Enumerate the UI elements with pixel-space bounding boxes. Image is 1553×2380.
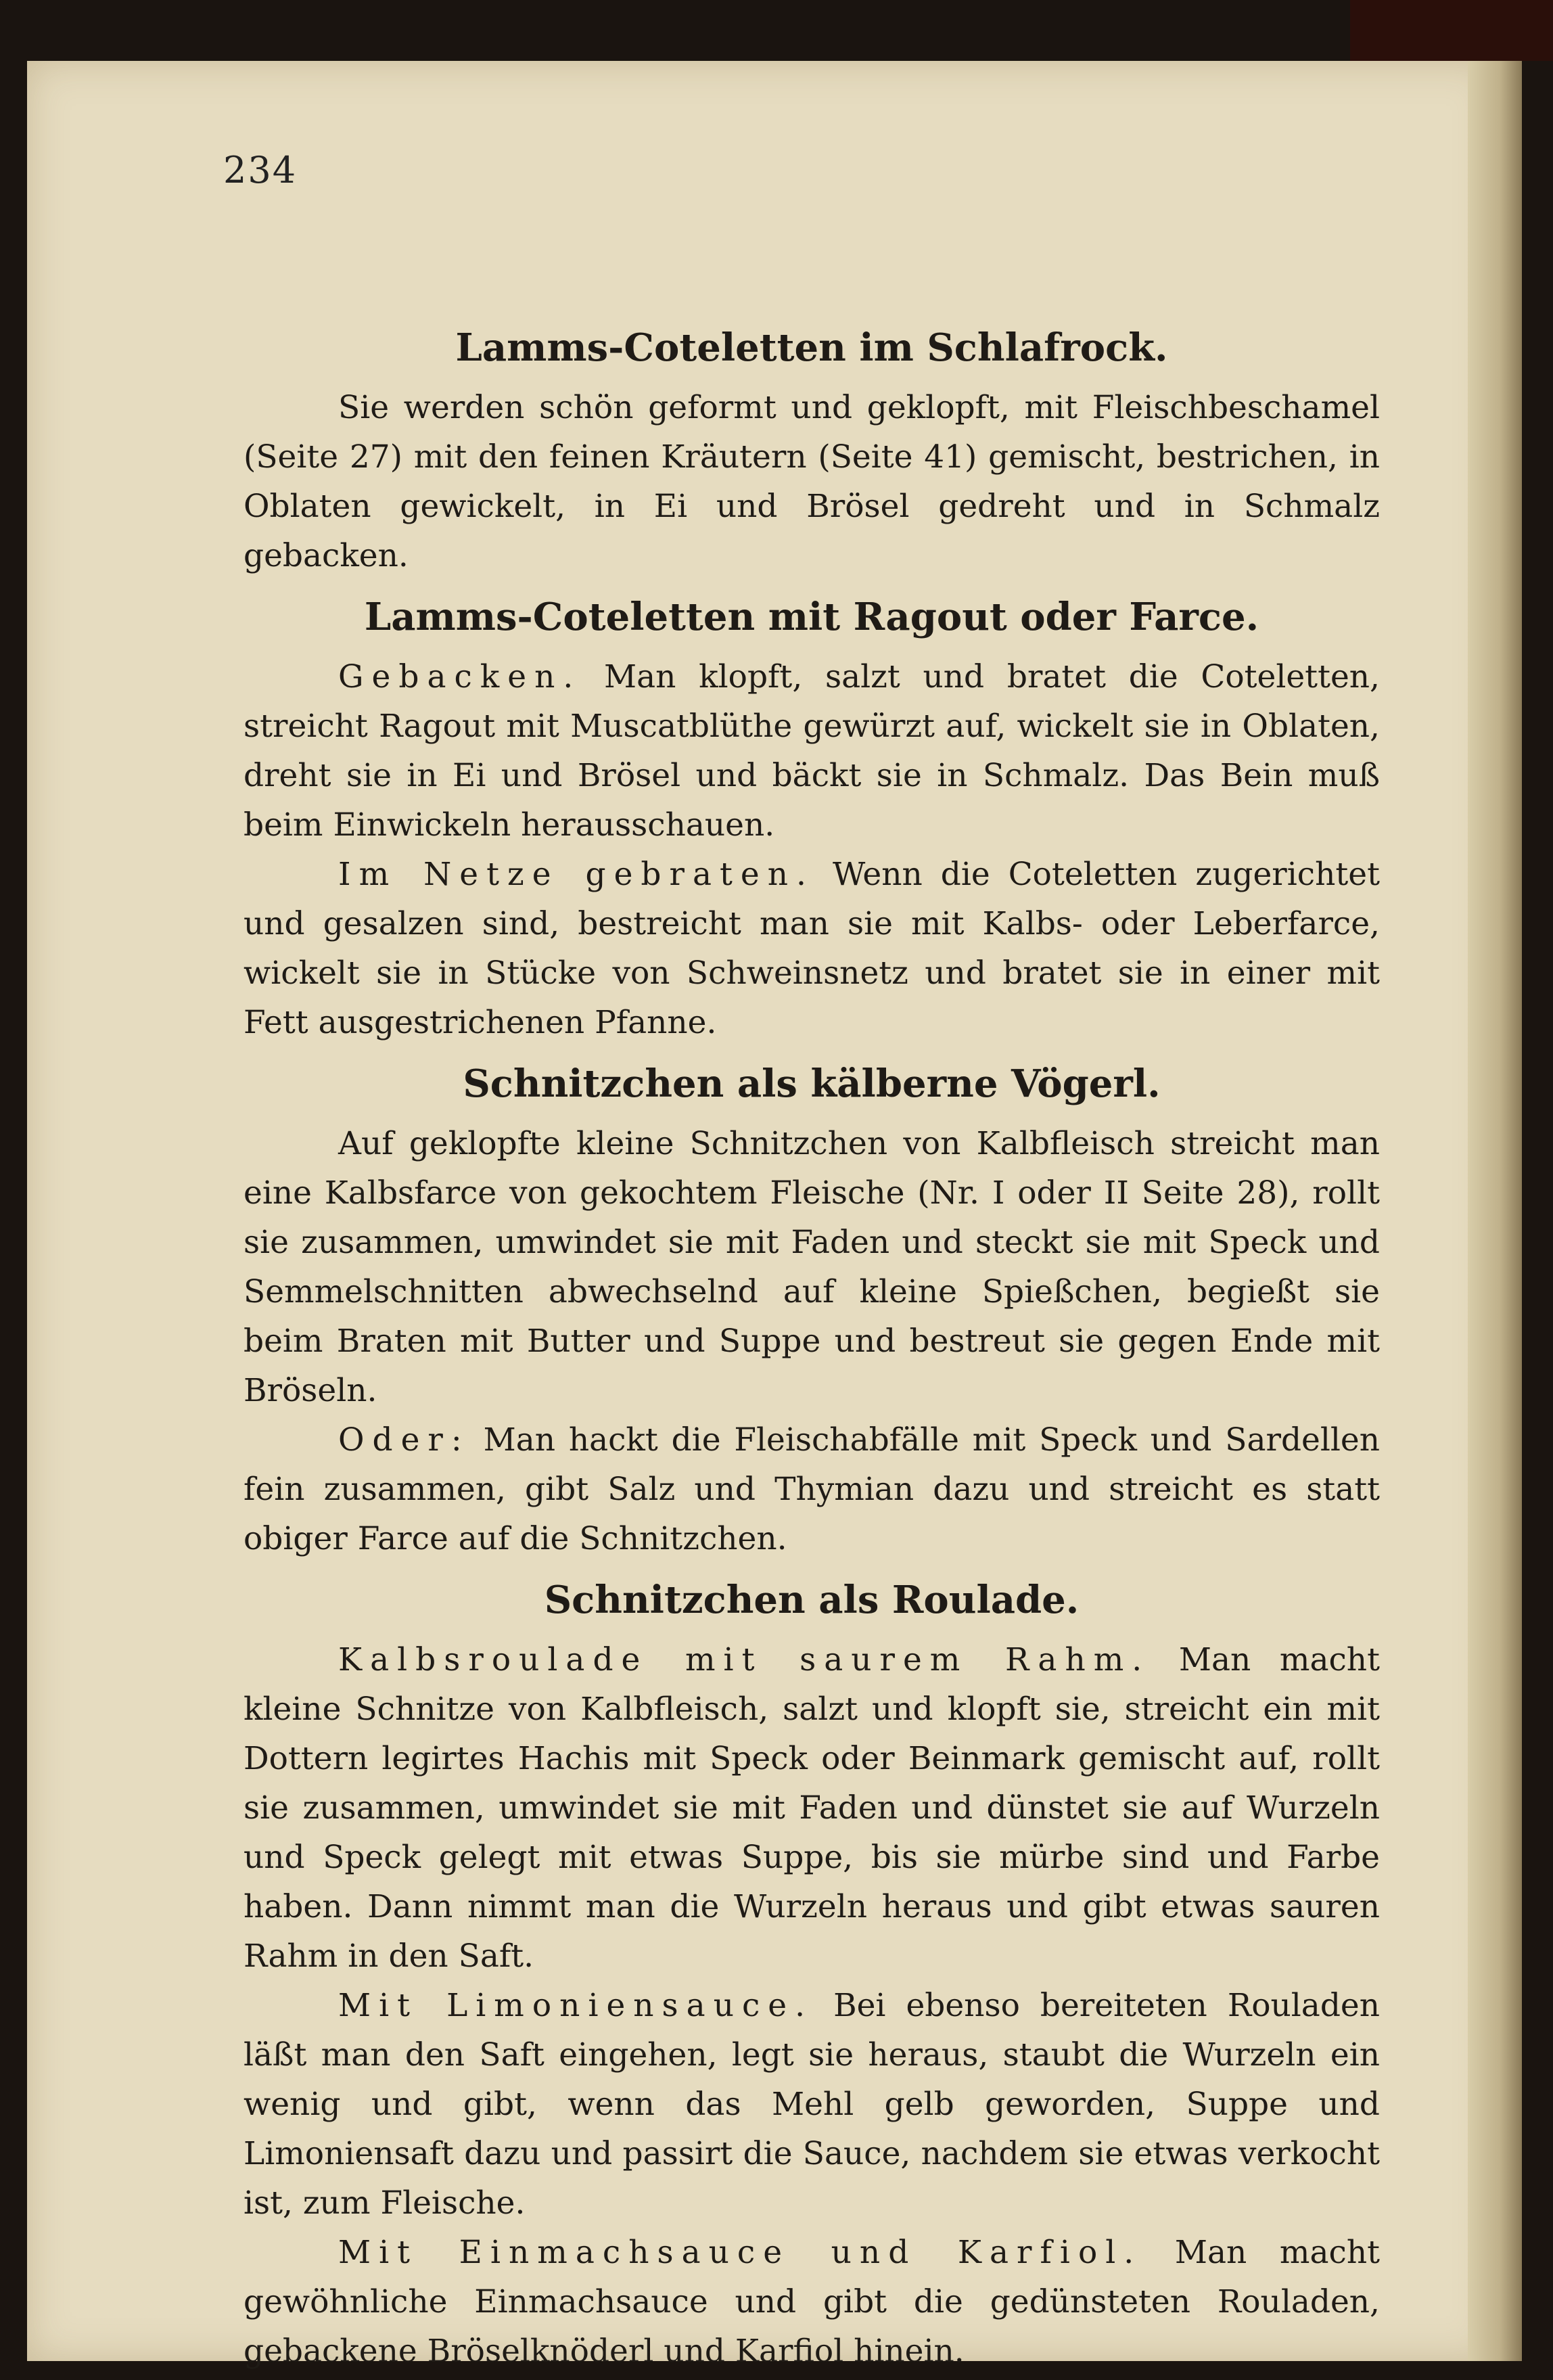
book-binding-edge xyxy=(1350,0,1553,61)
recipe-heading: Lamms-Coteletten im Schlafrock. xyxy=(455,325,1168,370)
recipe-paragraph xyxy=(244,383,1380,580)
recipe-paragraph xyxy=(244,1981,1380,2228)
recipe-paragraph xyxy=(244,652,1380,850)
paragraph-text: Man hackt die Fleischabfälle mit Speck und Sardellen fein zusammen, gibt Salz und Thymian dazu und streicht es statt obiger Farce auf die Schnitzchen. xyxy=(244,1421,1380,1557)
recipe-heading: Schnitzchen als Roulade. xyxy=(544,1578,1080,1622)
paragraph-text: Wenn die Coteletten zugerichtet und gesalzen sind, bestreicht man sie mit Kalbs- oder Leberfarce, wickelt sie in Stücke von Schweinsnetz und bratet sie in einer mit Fett ausgestrichenen Pfanne. xyxy=(244,856,1380,1041)
page-number: 234 xyxy=(223,149,298,191)
recipe-heading: Lamms-Coteletten mit Ragout oder Farce. xyxy=(364,595,1259,639)
paragraph-text: Auf geklopfte kleine Schnitzchen von Kalbfleisch streicht man eine Kalbsfarce von gekochtem Fleische (Nr. I oder II Seite 28), rollt sie zusammen, umwindet sie mit Faden und steckt sie mit Speck und Semmelschnitten abwechselnd auf kleine Spießchen, begießt sie beim Braten mit Butter und Suppe und bestreut sie gegen Ende mit Bröseln. xyxy=(244,1125,1380,1409)
recipe-paragraph xyxy=(244,850,1380,1047)
paragraph-text: Man klopft, salzt und bratet die Coteletten, streicht Ragout mit Muscatblüthe gewürzt auf, wickelt sie in Oblaten, dreht sie in Ei und Brösel und bäckt sie in Schmalz. Das Bein muß beim Einwickeln herausschauen. xyxy=(244,658,1380,844)
page-text xyxy=(244,311,1380,2376)
recipe-paragraph xyxy=(244,2228,1380,2376)
paragraph-lead: Im Netze gebraten. xyxy=(338,856,814,893)
recipe-heading: Schnitzchen als kälberne Vögerl. xyxy=(463,1061,1161,1106)
paragraph-text: Sie werden schön geformt und geklopft, mit Fleischbeschamel (Seite 27) mit den feinen Kräutern (Seite 41) gemischt, bestrichen, in Oblaten gewickelt, in Ei und Brösel gedreht und in Schmalz gebacken. xyxy=(244,389,1380,574)
recipe-paragraph xyxy=(244,1415,1380,1563)
recipe-paragraph xyxy=(244,1119,1380,1415)
paragraph-lead: Mit Einmachsauce und Karfiol. xyxy=(338,2234,1142,2271)
paragraph-lead: Gebacken. xyxy=(338,658,582,695)
paragraph-text: Man macht gewöhnliche Einmachsauce und gibt die gedünsteten Rouladen, gebackene Bröselknöderl und Karfiol hinein. xyxy=(244,2234,1380,2370)
paragraph-text: Bei ebenso bereiteten Rouladen läßt man den Saft eingehen, legt sie heraus, staubt die Wurzeln ein wenig und gibt, wenn das Mehl gelb geworden, Suppe und Limoniensaft dazu und passirt die Sauce, nachdem sie etwas verkocht ist, zum Fleische. xyxy=(244,1987,1380,2222)
paragraph-lead: Oder: xyxy=(338,1421,470,1459)
paragraph-lead: Mit Limoniensauce. xyxy=(338,1987,814,2024)
paragraph-text: Man macht kleine Schnitze von Kalbfleisch, salzt und klopft sie, streicht ein mit Dottern legirtes Hachis mit Speck oder Beinmark gemischt auf, rollt sie zusammen, umwindet sie mit Faden und dünstet sie auf Wurzeln und Speck gelegt mit etwas Suppe, bis sie mürbe sind und Farbe haben. Dann nimmt man die Wurzeln heraus und gibt etwas sauren Rahm in den Saft. xyxy=(244,1641,1380,1975)
page-gutter xyxy=(1468,61,1522,2361)
recipe-paragraph xyxy=(244,1635,1380,1981)
paragraph-lead: Kalbsroulade mit saurem Rahm. xyxy=(338,1641,1151,1678)
